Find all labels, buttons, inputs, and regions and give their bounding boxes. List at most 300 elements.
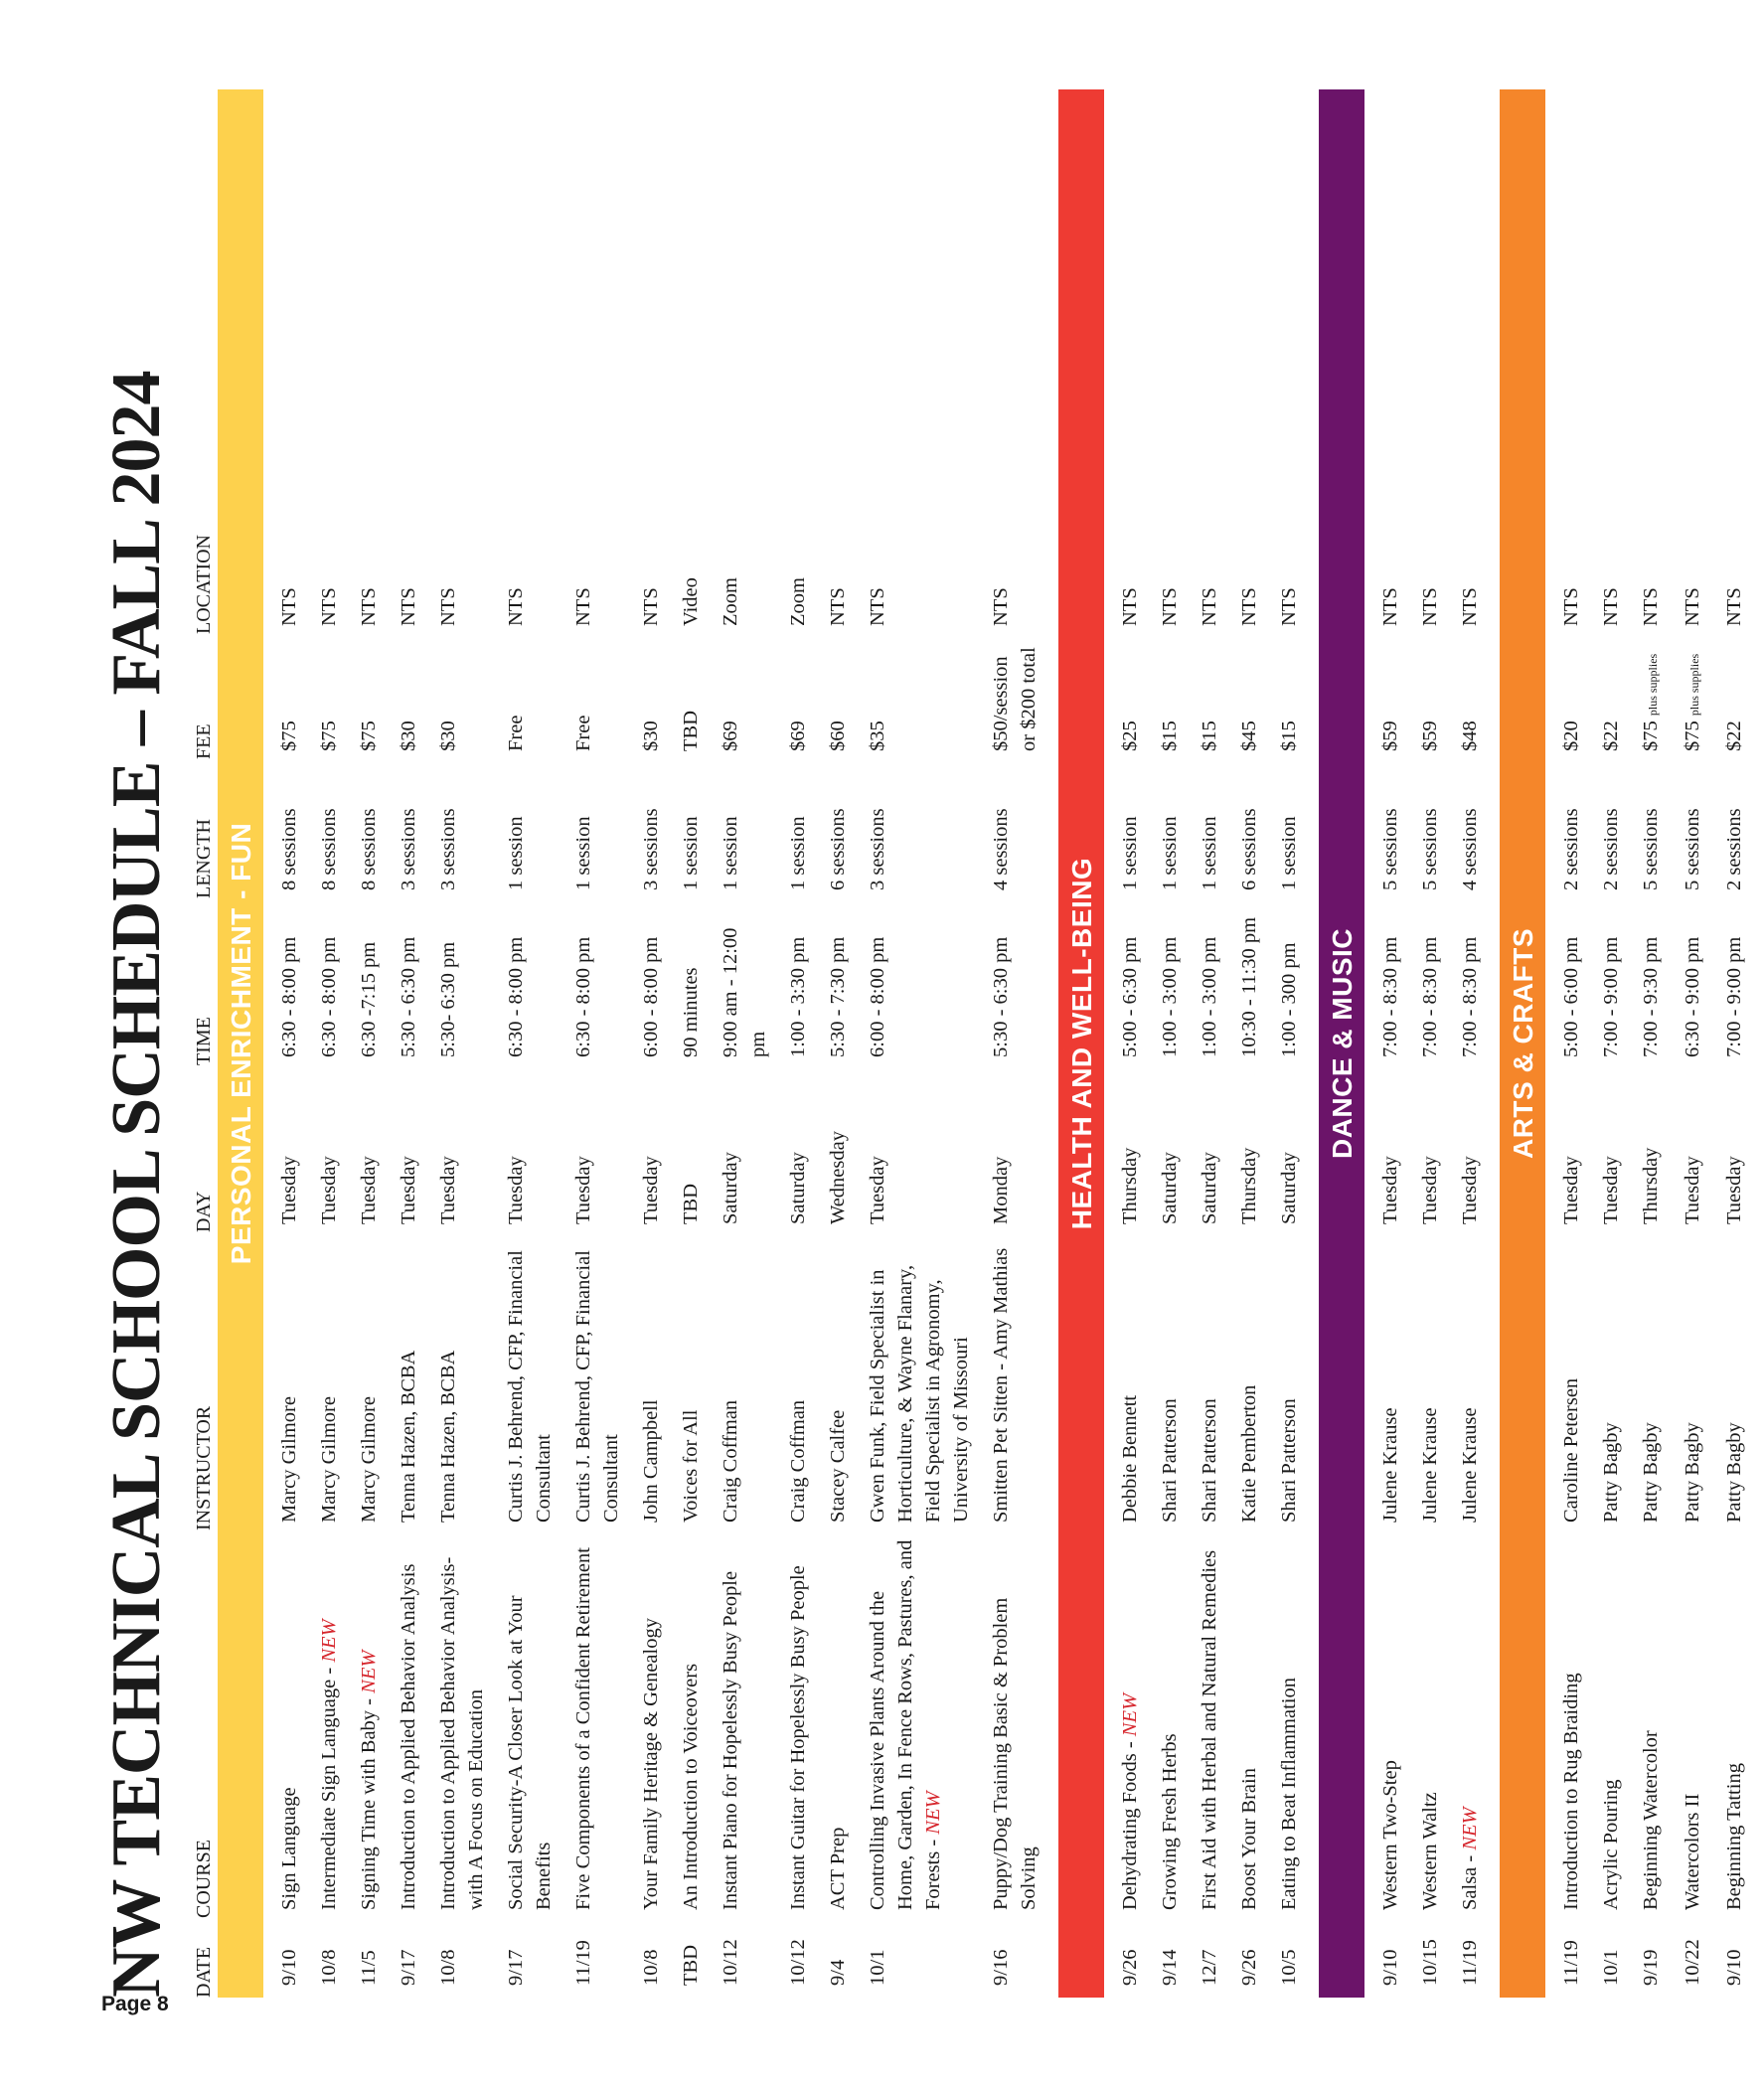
cell-fee xyxy=(864,634,975,759)
location-text: NTS xyxy=(1238,587,1260,626)
instructor-text: Shari Patterson xyxy=(1199,1398,1220,1523)
header-date: DATE xyxy=(193,1946,215,1998)
day-text: Saturday xyxy=(1278,1152,1300,1224)
time-text: 5:30- 6:30 pm xyxy=(437,941,459,1057)
instructor-text: Craig Coffman xyxy=(720,1399,741,1523)
fee-text: Free xyxy=(572,715,594,751)
cell-location xyxy=(987,535,1042,634)
table-row xyxy=(428,89,496,1998)
length-text: 8 sessions xyxy=(358,808,380,890)
cell-time xyxy=(355,898,383,1065)
cell-course xyxy=(1679,1530,1708,1918)
instructor-text: Patty Bagby xyxy=(1682,1422,1703,1523)
cell-course xyxy=(1235,1530,1263,1918)
length-text: 1 session xyxy=(1119,816,1141,890)
cell-length xyxy=(434,759,490,898)
date-text: 9/16 xyxy=(990,1949,1012,1986)
cell-fee xyxy=(1597,634,1625,759)
instructor-text: Patty Bagby xyxy=(1640,1422,1662,1523)
length-text: 1 session xyxy=(1159,816,1181,890)
cell-time xyxy=(1275,898,1303,1065)
header-location: LOCATION xyxy=(193,535,215,634)
page-title: NW TECHNICAL SCHOOL SCHEDULE – FALL 2024 xyxy=(98,371,175,1998)
length-text: 1 session xyxy=(787,816,809,890)
time-text: 6:00 - 8:00 pm xyxy=(640,936,662,1057)
cell-date xyxy=(824,1918,852,1998)
course-text: Signing Time with Baby - xyxy=(358,1692,380,1910)
location-text: NTS xyxy=(1379,587,1401,626)
cell-instructor xyxy=(824,1232,852,1530)
cell-location xyxy=(784,535,812,634)
cell-time xyxy=(502,898,558,1065)
length-text: 2 sessions xyxy=(1723,808,1745,890)
cell-course xyxy=(824,1530,852,1918)
cell-length xyxy=(824,759,852,898)
cell-location xyxy=(502,535,558,634)
course-text: Beginning Tatting xyxy=(1723,1763,1745,1910)
cell-date xyxy=(864,1918,975,1998)
cell-course xyxy=(569,1530,625,1918)
section-rows xyxy=(1364,89,1500,1998)
cell-date xyxy=(1597,1918,1625,1998)
cell-course xyxy=(1376,1530,1404,1918)
cell-location xyxy=(1156,535,1184,634)
fee-text: TBD xyxy=(680,711,702,751)
day-text: Tuesday xyxy=(505,1156,527,1224)
date-text: 9/17 xyxy=(398,1949,419,1986)
table-row xyxy=(349,89,389,1998)
table-row xyxy=(1410,89,1450,1998)
cell-date xyxy=(395,1918,422,1998)
time-text: 5:00 - 6:00 pm xyxy=(1560,936,1582,1057)
date-text: 10/5 xyxy=(1278,1949,1300,1986)
course-text: Introduction to Rug Braiding xyxy=(1560,1673,1582,1910)
time-text: 7:00 - 8:30 pm xyxy=(1379,936,1401,1057)
cell-instructor xyxy=(1156,1232,1184,1530)
cell-time xyxy=(569,898,625,1065)
cell-instructor xyxy=(1720,1232,1748,1530)
section-header: ARTS & CRAFTS xyxy=(1500,89,1545,1998)
day-text: Thursday xyxy=(1119,1147,1141,1224)
cell-day xyxy=(717,1065,772,1232)
cell-location xyxy=(1720,535,1748,634)
location-text: NTS xyxy=(318,587,340,626)
day-text: Saturday xyxy=(1159,1152,1181,1224)
course-text: Boost Your Brain xyxy=(1238,1768,1260,1910)
instructor-text: Marcy Gilmore xyxy=(278,1396,300,1523)
cell-day xyxy=(434,1065,490,1232)
cell-time xyxy=(395,898,422,1065)
length-text: 1 session xyxy=(505,816,527,890)
date-text: 12/7 xyxy=(1199,1949,1220,1986)
cell-course xyxy=(784,1530,812,1918)
table-row xyxy=(496,89,563,1998)
cell-location xyxy=(275,535,303,634)
table-row xyxy=(269,89,309,1998)
cell-time xyxy=(987,898,1042,1065)
day-text: Tuesday xyxy=(1419,1156,1441,1224)
cell-date xyxy=(1376,1918,1404,1998)
instructor-text: Julene Krause xyxy=(1459,1407,1481,1523)
day-text: Monday xyxy=(990,1156,1012,1224)
header-day: DAY xyxy=(193,1191,215,1232)
section-rows xyxy=(1104,89,1319,1998)
time-text: 7:00 - 9:00 pm xyxy=(1723,936,1745,1057)
cell-course xyxy=(637,1530,665,1918)
time-text: 1:00 - 3:00 pm xyxy=(1159,936,1181,1057)
cell-fee xyxy=(1235,634,1263,759)
cell-day xyxy=(315,1065,343,1232)
cell-day xyxy=(395,1065,422,1232)
location-text: NTS xyxy=(1119,587,1141,626)
cell-course xyxy=(434,1530,490,1918)
instructor-text: Craig Coffman xyxy=(787,1399,809,1523)
cell-course xyxy=(355,1530,383,1918)
instructor-text: Tenna Hazen, BCBA xyxy=(398,1350,419,1523)
cell-time xyxy=(784,898,812,1065)
fee-text: Free xyxy=(505,715,527,751)
cell-length xyxy=(1557,759,1585,898)
instructor-text: Julene Krause xyxy=(1419,1407,1441,1523)
header-fee: FEE xyxy=(193,723,215,759)
instructor-text: Patty Bagby xyxy=(1723,1422,1745,1523)
length-text: 3 sessions xyxy=(640,808,662,890)
time-text: 1:00 - 300 pm xyxy=(1278,942,1300,1057)
cell-time xyxy=(1196,898,1223,1065)
cell-fee xyxy=(1637,634,1667,759)
location-text: Video xyxy=(680,577,702,626)
table-row xyxy=(1591,89,1631,1998)
day-text: Tuesday xyxy=(867,1156,888,1224)
table-row xyxy=(1370,89,1410,1998)
date-text: 9/10 xyxy=(1379,1949,1401,1986)
time-text: 6:30 -7:15 pm xyxy=(358,941,380,1057)
day-text: Saturday xyxy=(1199,1152,1220,1224)
fee-note: plus supplies xyxy=(1687,653,1701,717)
cell-course xyxy=(502,1530,558,1918)
cell-length xyxy=(315,759,343,898)
cell-length xyxy=(637,759,665,898)
cell-instructor xyxy=(677,1232,705,1530)
cell-fee xyxy=(1376,634,1404,759)
cell-course xyxy=(1597,1530,1625,1918)
day-text: Thursday xyxy=(1640,1147,1662,1224)
length-text: 3 sessions xyxy=(867,808,888,890)
cell-date xyxy=(717,1918,772,1998)
cell-instructor xyxy=(1557,1232,1585,1530)
date-text: 11/5 xyxy=(358,1950,380,1986)
fee-text: $69 xyxy=(787,721,809,751)
cell-length xyxy=(1116,759,1144,898)
cell-day xyxy=(1376,1065,1404,1232)
cell-location xyxy=(1275,535,1303,634)
cell-day xyxy=(987,1065,1042,1232)
day-text: Tuesday xyxy=(437,1156,459,1224)
fee-text: $22 xyxy=(1600,721,1622,751)
cell-date xyxy=(355,1918,383,1998)
cell-fee xyxy=(987,634,1042,759)
cell-course xyxy=(395,1530,422,1918)
cell-time xyxy=(1456,898,1484,1065)
cell-course xyxy=(1196,1530,1223,1918)
fee-text: $30 xyxy=(437,721,459,751)
cell-instructor xyxy=(1116,1232,1144,1530)
day-text: Tuesday xyxy=(1600,1156,1622,1224)
cell-day xyxy=(677,1065,705,1232)
cell-date xyxy=(502,1918,558,1998)
day-text: Tuesday xyxy=(278,1156,300,1224)
cell-time xyxy=(315,898,343,1065)
table-row xyxy=(858,89,981,1998)
length-text: 8 sessions xyxy=(318,808,340,890)
location-text: NTS xyxy=(1459,587,1481,626)
instructor-text: Shari Patterson xyxy=(1278,1398,1300,1523)
cell-fee xyxy=(1456,634,1484,759)
length-text: 4 sessions xyxy=(990,808,1012,890)
cell-length xyxy=(864,759,975,898)
course-text: Social Security-A Closer Look at Your Benefits xyxy=(505,1595,555,1910)
table-row xyxy=(671,89,711,1998)
location-text: Zoom xyxy=(720,577,741,626)
cell-location xyxy=(677,535,705,634)
cell-time xyxy=(1679,898,1708,1065)
cell-time xyxy=(1637,898,1667,1065)
location-text: NTS xyxy=(1278,587,1300,626)
time-text: 7:00 - 9:30 pm xyxy=(1640,936,1662,1057)
location-text: NTS xyxy=(358,587,380,626)
cell-course xyxy=(1116,1530,1144,1918)
new-badge: NEW xyxy=(1459,1807,1481,1850)
cell-fee xyxy=(717,634,772,759)
cell-instructor xyxy=(1275,1232,1303,1530)
time-text: 9:00 am - 12:00 pm xyxy=(720,927,769,1057)
cell-time xyxy=(1116,898,1144,1065)
table-row xyxy=(1714,89,1754,1998)
cell-location xyxy=(434,535,490,634)
cell-date xyxy=(315,1918,343,1998)
date-text: TBD xyxy=(680,1945,702,1986)
length-text: 5 sessions xyxy=(1419,808,1441,890)
cell-length xyxy=(1196,759,1223,898)
cell-course xyxy=(864,1530,975,1918)
fee-text: $75 xyxy=(278,721,300,751)
section-rows xyxy=(1545,89,1764,1998)
cell-length xyxy=(1376,759,1404,898)
date-text: 9/10 xyxy=(1723,1949,1745,1986)
length-text: 1 session xyxy=(1278,816,1300,890)
cell-date xyxy=(1637,1918,1667,1998)
day-text: Thursday xyxy=(1238,1147,1260,1224)
cell-location xyxy=(637,535,665,634)
date-text: 9/4 xyxy=(827,1959,849,1986)
cell-day xyxy=(355,1065,383,1232)
time-text: 7:00 - 8:30 pm xyxy=(1419,936,1441,1057)
date-text: 11/19 xyxy=(572,1940,594,1986)
location-text: NTS xyxy=(398,587,419,626)
location-text: NTS xyxy=(990,587,1012,626)
fee-text: $48 xyxy=(1459,721,1481,751)
cell-time xyxy=(1557,898,1585,1065)
cell-instructor xyxy=(784,1232,812,1530)
cell-instructor xyxy=(717,1232,772,1530)
header-instructor: INSTRUCTOR xyxy=(193,1405,215,1530)
cell-instructor xyxy=(1637,1232,1667,1530)
cell-time xyxy=(275,898,303,1065)
date-text: 10/1 xyxy=(867,1949,888,1986)
table-row xyxy=(1150,89,1190,1998)
cell-fee xyxy=(355,634,383,759)
cell-length xyxy=(677,759,705,898)
time-text: 7:00 - 8:30 pm xyxy=(1459,936,1481,1057)
location-text: NTS xyxy=(505,587,527,626)
cell-course xyxy=(987,1530,1042,1918)
length-text: 6 sessions xyxy=(827,808,849,890)
date-text: 9/17 xyxy=(505,1949,527,1986)
location-text: NTS xyxy=(827,587,849,626)
cell-date xyxy=(1456,1918,1484,1998)
cell-time xyxy=(717,898,772,1065)
cell-time xyxy=(1597,898,1625,1065)
course-text: Introduction to Applied Behavior Analysis-with A Focus on Education xyxy=(437,1556,487,1910)
cell-fee xyxy=(1557,634,1585,759)
header-time: TIME xyxy=(193,1017,215,1065)
course-text: Instant Guitar for Hopelessly Busy People xyxy=(787,1565,809,1910)
location-text: NTS xyxy=(1723,587,1745,626)
course-text: Sign Language xyxy=(278,1787,300,1910)
table-row xyxy=(563,89,631,1998)
course-text: Puppy/Dog Training Basic & Problem Solving xyxy=(990,1597,1040,1910)
table-row xyxy=(389,89,428,1998)
cell-location xyxy=(1235,535,1263,634)
cell-course xyxy=(1156,1530,1184,1918)
fee-text: $59 xyxy=(1419,721,1441,751)
table-row xyxy=(1269,89,1309,1998)
course-text: ACT Prep xyxy=(827,1827,849,1910)
cell-location xyxy=(569,535,625,634)
course-text: Watercolors II xyxy=(1682,1793,1703,1910)
day-text: Tuesday xyxy=(572,1156,594,1224)
new-badge: NEW xyxy=(318,1619,340,1663)
day-text: Tuesday xyxy=(1682,1156,1703,1224)
cell-length xyxy=(1456,759,1484,898)
new-badge: NEW xyxy=(922,1791,944,1835)
date-text: 10/8 xyxy=(640,1949,662,1986)
time-text: 6:30 - 8:00 pm xyxy=(505,936,527,1057)
course-text: Western Two-Step xyxy=(1379,1760,1401,1910)
schedule-sections xyxy=(218,89,1764,1998)
date-text: 11/19 xyxy=(1459,1940,1481,1986)
table-row xyxy=(1190,89,1229,1998)
time-text: 1:00 - 3:30 pm xyxy=(787,936,809,1057)
date-text: 10/12 xyxy=(720,1939,741,1986)
cell-date xyxy=(1156,1918,1184,1998)
fee-text: $69 xyxy=(720,721,741,751)
cell-length xyxy=(502,759,558,898)
fee-text: $22 xyxy=(1723,721,1745,751)
cell-day xyxy=(1597,1065,1625,1232)
cell-day xyxy=(1456,1065,1484,1232)
cell-course xyxy=(1275,1530,1303,1918)
cell-course xyxy=(275,1530,303,1918)
cell-location xyxy=(355,535,383,634)
cell-length xyxy=(1156,759,1184,898)
course-text: Your Family Heritage & Genealogy xyxy=(640,1618,662,1910)
cell-instructor xyxy=(637,1232,665,1530)
fee-text: $15 xyxy=(1278,721,1300,751)
cell-time xyxy=(677,898,705,1065)
table-row xyxy=(711,89,778,1998)
cell-course xyxy=(1720,1530,1748,1918)
time-text: 6:30 - 8:00 pm xyxy=(572,936,594,1057)
cell-date xyxy=(987,1918,1042,1998)
fee-text: $35 xyxy=(867,721,888,751)
cell-location xyxy=(1116,535,1144,634)
cell-day xyxy=(275,1065,303,1232)
cell-length xyxy=(717,759,772,898)
section-header: HEALTH AND WELL-BEING xyxy=(1058,89,1104,1998)
location-text: NTS xyxy=(1560,587,1582,626)
date-text: 9/14 xyxy=(1159,1949,1181,1986)
course-text: Eating to Beat Inflammation xyxy=(1278,1678,1300,1910)
cell-location xyxy=(717,535,772,634)
cell-instructor xyxy=(1597,1232,1625,1530)
cell-date xyxy=(1679,1918,1708,1998)
date-text: 9/19 xyxy=(1640,1949,1662,1986)
location-text: NTS xyxy=(437,587,459,626)
course-text: Salsa - xyxy=(1459,1849,1481,1910)
cell-day xyxy=(637,1065,665,1232)
cell-fee xyxy=(275,634,303,759)
cell-time xyxy=(1376,898,1404,1065)
table-row xyxy=(1673,89,1714,1998)
course-text: Instant Piano for Hopelessly Busy People xyxy=(720,1570,741,1910)
cell-day xyxy=(824,1065,852,1232)
table-row xyxy=(1450,89,1490,1998)
cell-day xyxy=(1679,1065,1708,1232)
cell-fee xyxy=(637,634,665,759)
table-row xyxy=(981,89,1048,1998)
table-row xyxy=(1229,89,1269,1998)
cell-location xyxy=(1679,535,1708,634)
instructor-text: Marcy Gilmore xyxy=(318,1396,340,1523)
fee-text: $30 xyxy=(640,721,662,751)
location-text: NTS xyxy=(1199,587,1220,626)
cell-length xyxy=(395,759,422,898)
length-text: 2 sessions xyxy=(1560,808,1582,890)
fee-text: $25 xyxy=(1119,721,1141,751)
length-text: 5 sessions xyxy=(1379,808,1401,890)
cell-day xyxy=(1637,1065,1667,1232)
cell-location xyxy=(395,535,422,634)
cell-length xyxy=(1275,759,1303,898)
cell-day xyxy=(569,1065,625,1232)
course-text: Western Waltz xyxy=(1419,1792,1441,1910)
section-header: PERSONAL ENRICHMENT - FUN xyxy=(218,89,263,1998)
instructor-text: Gwen Funk, Field Specialist in Horticulture, & Wayne Flanary, Field Specialist in Agronomy, University of Missouri xyxy=(867,1264,972,1523)
instructor-text: Smitten Pet Sitten - Amy Mathias xyxy=(990,1247,1012,1523)
cell-date xyxy=(1235,1918,1263,1998)
time-text: 5:30 - 6:30 pm xyxy=(990,936,1012,1057)
fee-text: $75 xyxy=(318,721,340,751)
day-text: TBD xyxy=(680,1184,702,1224)
instructor-text: Shari Patterson xyxy=(1159,1398,1181,1523)
cell-instructor xyxy=(569,1232,625,1530)
cell-fee xyxy=(434,634,490,759)
cell-date xyxy=(784,1918,812,1998)
cell-length xyxy=(1637,759,1667,898)
fee-text: $59 xyxy=(1379,721,1401,751)
cell-location xyxy=(824,535,852,634)
